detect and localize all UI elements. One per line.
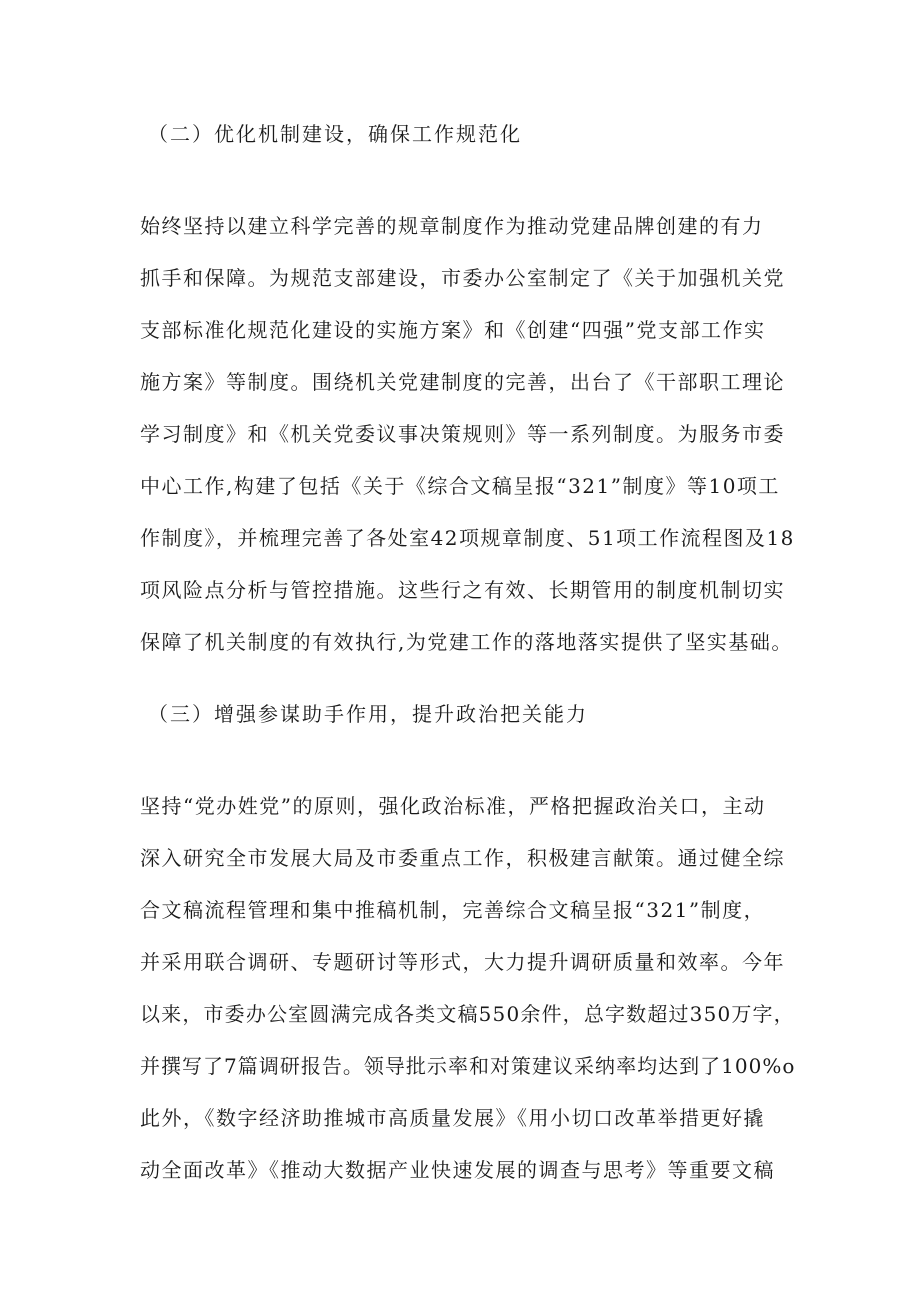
- paragraph-line: 项风险点分析与管控措施。这些行之有效、长期管用的制度机制切实: [140, 578, 785, 602]
- section-heading-3: （三）增强参谋助手作用，提升政治把关能力: [148, 702, 588, 726]
- paragraph-line: 作制度》，并梳理完善了各处室42项规章制度、51项工作流程图及18: [140, 526, 795, 550]
- paragraph-line: 施方案》等制度。围绕机关党建制度的完善，出台了《干部职工理论: [140, 370, 785, 394]
- paragraph-line: 动全面改革》《推动大数据产业快速发展的调查与思考》等重要文稿: [140, 1158, 775, 1182]
- paragraph-line: 以来，市委办公室圆满完成各类文稿550余件，总字数超过350万字，: [140, 1002, 795, 1026]
- section-heading-2: （二）优化机制建设，确保工作规范化: [148, 122, 522, 146]
- paragraph-line: 合文稿流程管理和集中推稿机制，完善综合文稿呈报“321”制度，: [140, 898, 766, 922]
- paragraph-line: 抓手和保障。为规范支部建设，市委办公室制定了《关于加强机关党: [140, 266, 785, 290]
- paragraph-line: 坚持“党办姓党”的原则，强化政治标准，严格把握政治关口，主动: [140, 794, 766, 818]
- paragraph-line: 始终坚持以建立科学完善的规章制度作为推动党建品牌创建的有力: [140, 214, 764, 238]
- paragraph-line: 深入研究全市发展大局及市委重点工作，积极建言献策。通过健全综: [140, 846, 785, 870]
- paragraph-line: 中心工作,构建了包括《关于《综合文稿呈报“321”制度》等10项工: [140, 474, 780, 498]
- paragraph-line: 学习制度》和《机关党委议事决策规则》等一系列制度。为服务市委: [140, 422, 785, 446]
- paragraph-line: 并采用联合调研、专题研讨等形式，大力提升调研质量和效率。今年: [140, 950, 785, 974]
- paragraph-line: 并撰写了7篇调研报告。领导批示率和对策建议采纳率均达到了100%o: [140, 1054, 796, 1078]
- paragraph-line: 支部标准化规范化建设的实施方案》和《创建“四强”党支部工作实: [140, 318, 766, 342]
- paragraph-line: 此外，《数字经济助推城市高质量发展》《用小切口改革举措更好撬: [140, 1106, 765, 1130]
- paragraph-line: 保障了机关制度的有效执行,为党建工作的落地落实提供了坚实基础。: [140, 630, 793, 654]
